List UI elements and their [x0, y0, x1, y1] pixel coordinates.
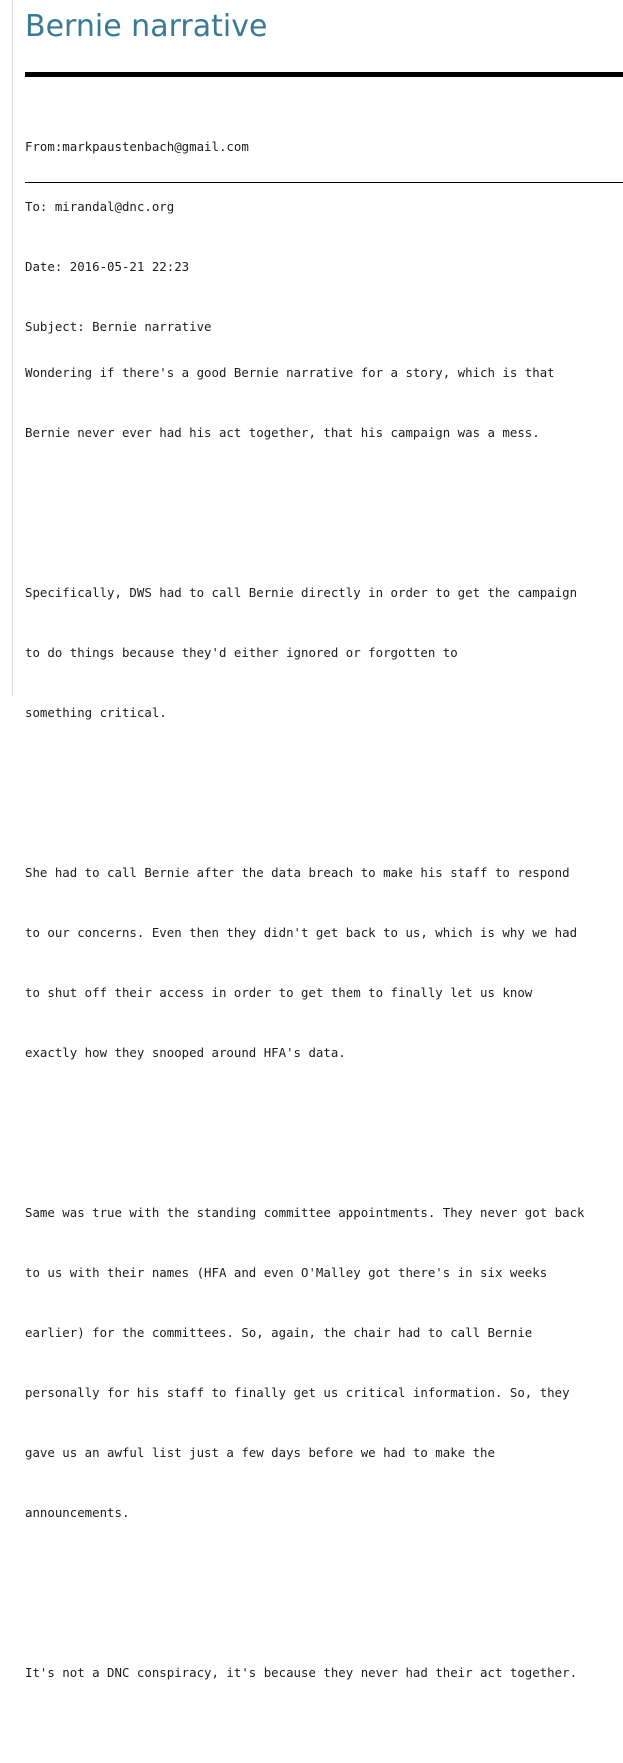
body-paragraph-1: [25, 323, 585, 483]
email-body: [25, 283, 585, 1763]
body-paragraph-4: [25, 1163, 585, 1563]
body-line: announcements.: [25, 1505, 130, 1520]
header-subject: Subject: Bernie narrative: [25, 319, 212, 334]
body-line: Bernie never ever had his act together, that his campaign was a mess.: [25, 425, 540, 440]
body-paragraph-2: [25, 543, 585, 763]
body-line: It's not a DNC conspiracy, it's because they never had their act together.: [25, 1665, 578, 1680]
body-line: earlier) for the committees. So, again, the chair had to call Bernie: [25, 1325, 533, 1340]
header-from: From:markpaustenbach@gmail.com: [25, 139, 249, 154]
body-line: Wondering if there's a good Bernie narrative for a story, which is that: [25, 365, 555, 380]
left-border: [12, 0, 13, 696]
body-line: to do things because they'd either ignored or forgotten to: [25, 645, 458, 660]
page-title: Bernie narrative: [25, 9, 268, 44]
body-paragraph-5: [25, 1623, 585, 1723]
header-date: Date: 2016-05-21 22:23: [25, 259, 190, 274]
body-line: personally for his staff to finally get us critical information. So, they: [25, 1385, 570, 1400]
header-to: To: mirandal@dnc.org: [25, 199, 175, 214]
body-line: to shut off their access in order to get them to finally let us know: [25, 985, 533, 1000]
body-line: to us with their names (HFA and even O'Malley got there's in six weeks: [25, 1265, 548, 1280]
title-divider: [25, 72, 623, 77]
header-divider: [25, 182, 623, 183]
body-line: She had to call Bernie after the data breach to make his staff to respond: [25, 865, 570, 880]
body-paragraph-3: [25, 823, 585, 1103]
body-line: gave us an awful list just a few days before we had to make the: [25, 1445, 495, 1460]
body-line: Same was true with the standing committee appointments. They never got back: [25, 1205, 585, 1220]
body-line: to our concerns. Even then they didn't get back to us, which is why we had: [25, 925, 578, 940]
body-line: Specifically, DWS had to call Bernie directly in order to get the campaign: [25, 585, 578, 600]
body-line: something critical.: [25, 705, 167, 720]
body-line: exactly how they snooped around HFA's data.: [25, 1045, 346, 1060]
